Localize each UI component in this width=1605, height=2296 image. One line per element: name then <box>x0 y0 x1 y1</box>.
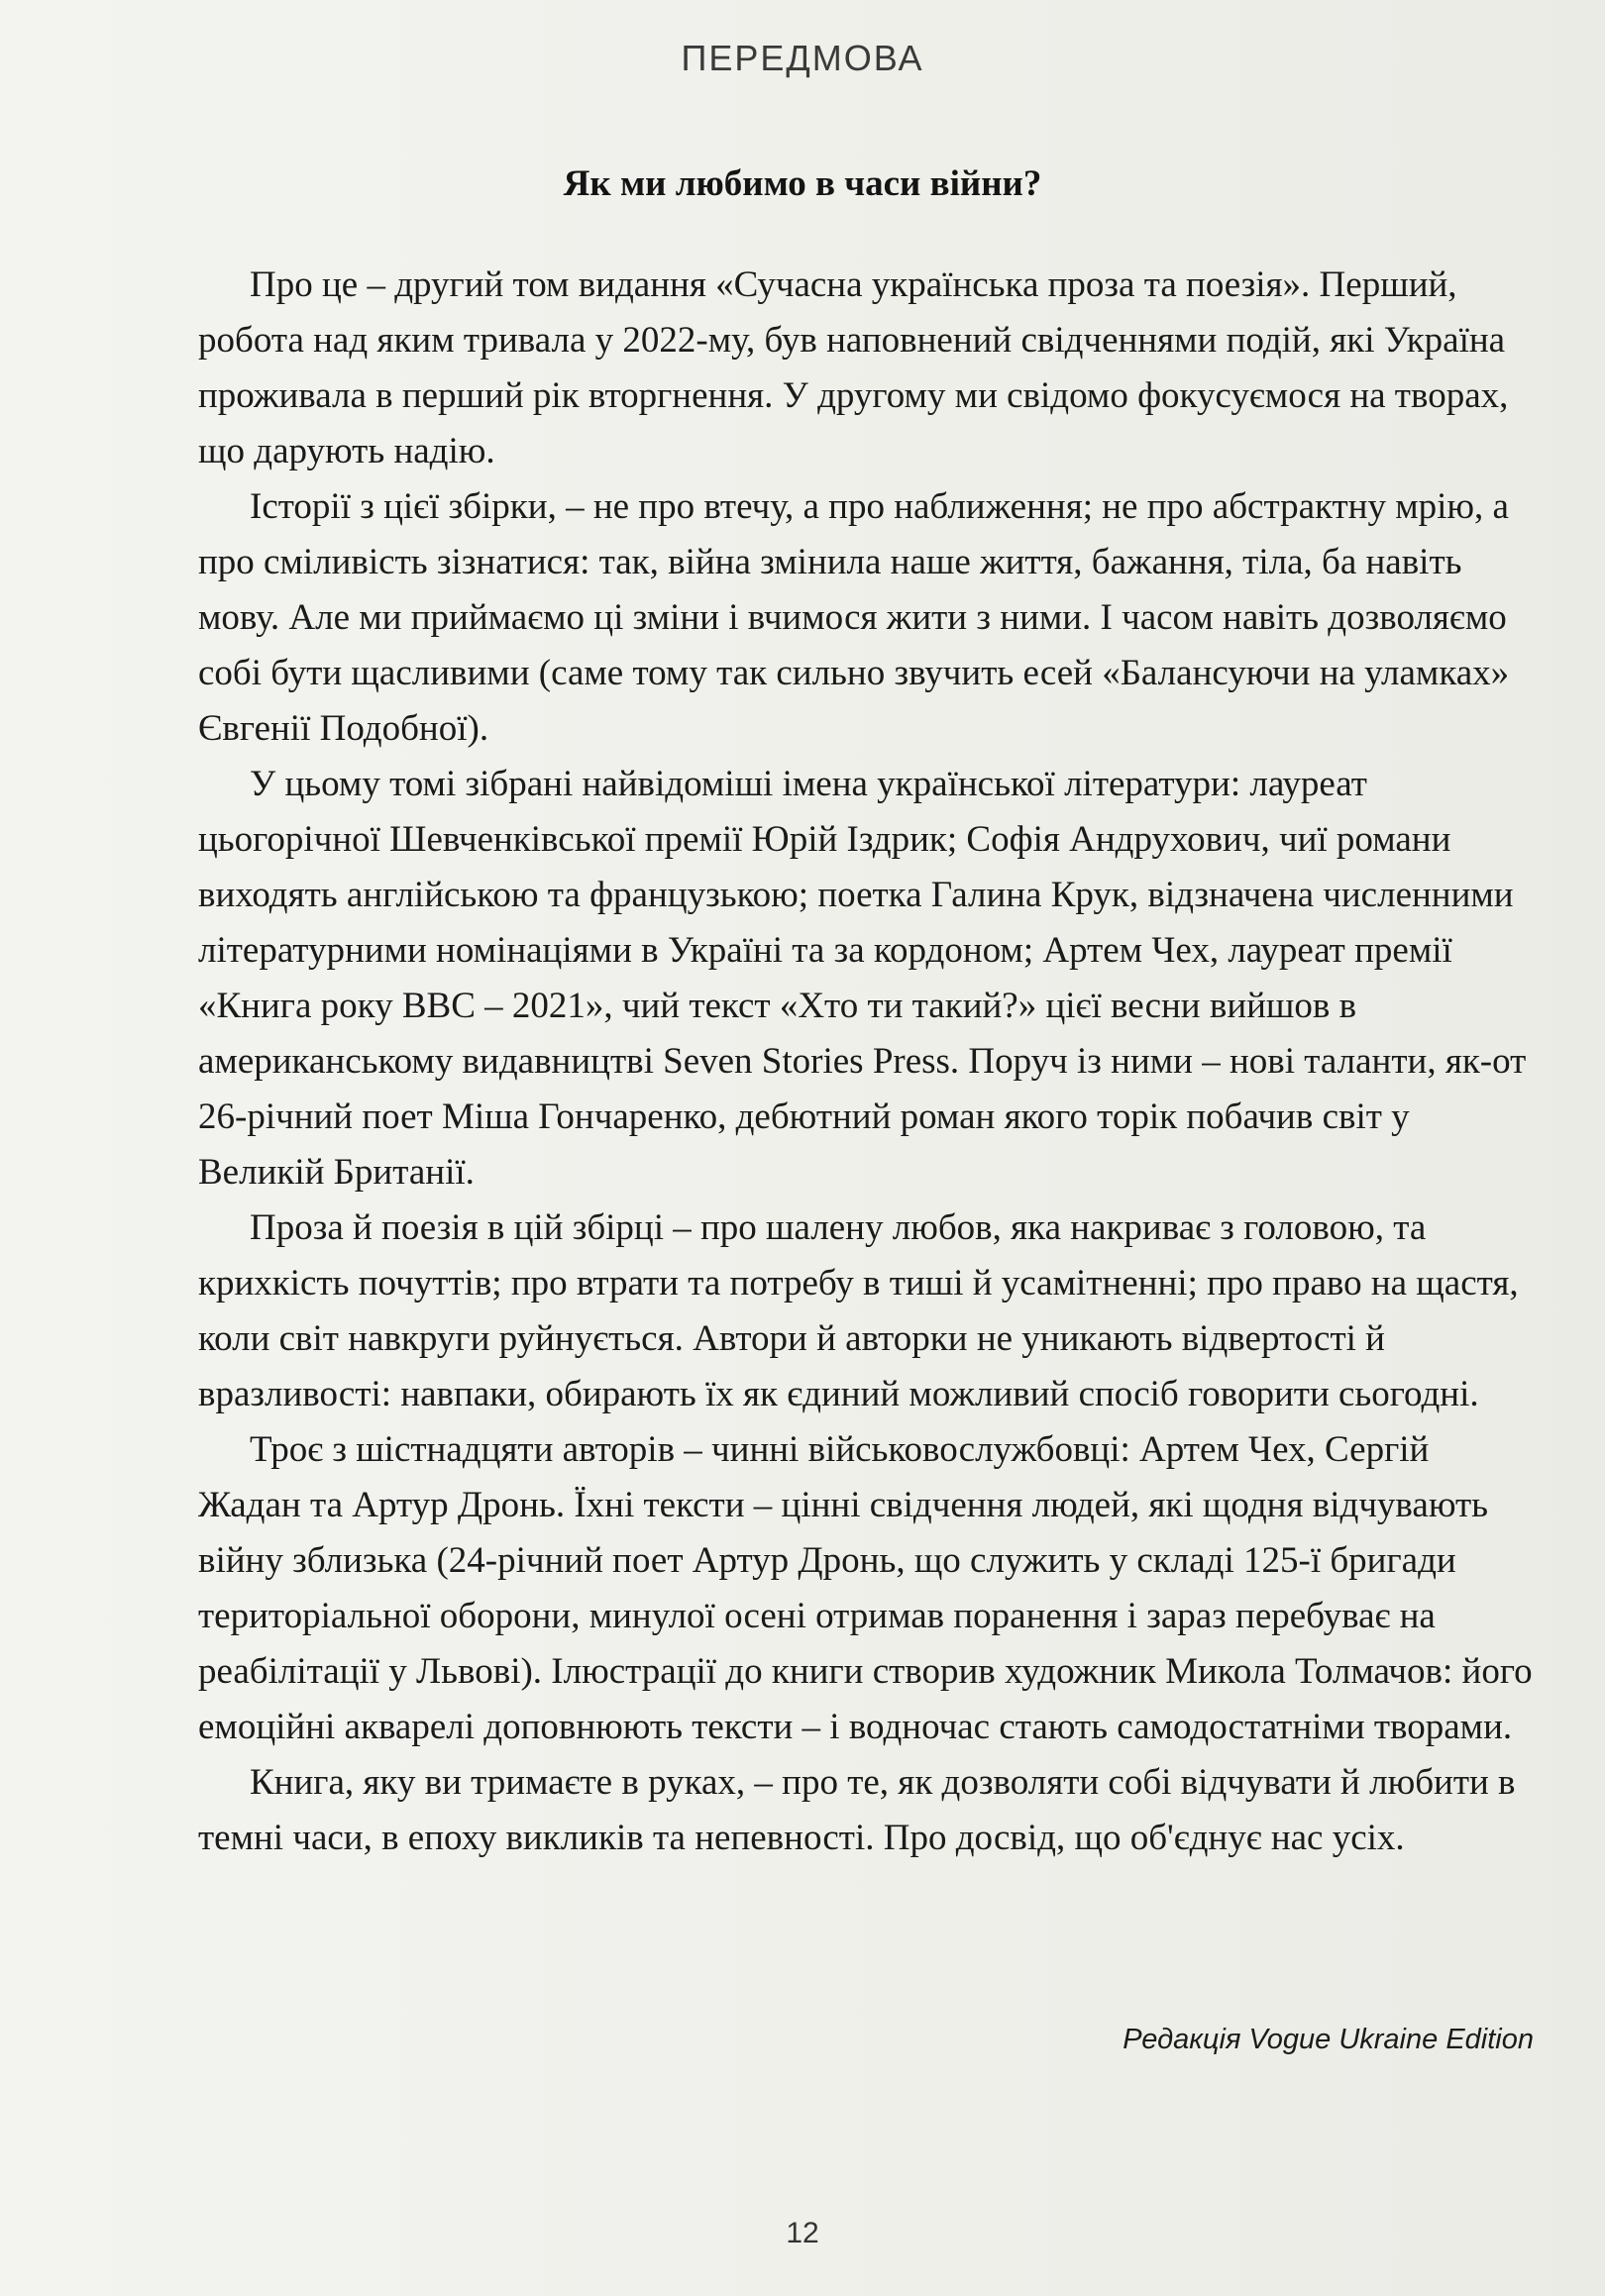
paragraph: У цьому томі зібрані найвідоміші імена української літератури: лауреат цьогорічної Шевченківської премії Юрій Іздрик; Софія Андрухович, чиї романи виходять англійською та французькою; поетка Галина Крук, відзначена численними літературними номінаціями в Україні та за кордоном; Артем Чех, лауреат премії «Книга року BBC – 2021», чий текст «Хто ти такий?» цієї весни вийшов в американському видавництві Seven Stories Press. Поруч із ними – нові таланти, як-от 26-річний поет Міша Гончаренко, дебютний роман якого торік побачив світ у Великій Британії. <box>198 764 1527 1193</box>
paragraph: Про це – другий том видання «Сучасна українська проза та поезія». Перший, робота над яким тривала у 2022-му, був наповнений свідченнями подій, які Україна проживала в перший рік вторгнення. У другому ми свідомо фокусуємося на творах, що дарують надію. <box>198 264 1509 471</box>
article-title: Як ми любимо в часи війни? <box>563 163 1042 204</box>
paragraph: Історії з цієї збірки, – не про втечу, а про наближення; не про абстрактну мрію, а про сміливість зізнатися: так, війна змінила наше життя, бажання, тіла, ба навіть мову. Але ми приймаємо ці зміни і вчимося жити з ними. І часом навіть дозволяємо собі бути щасливими (саме тому так сильно звучить есей «Балансуючи на уламках» Євгенії Подобної). <box>198 486 1510 749</box>
section-label: ПЕРЕДМОВА <box>681 38 924 78</box>
paragraph: Книга, яку ви тримаєте в руках, – про те, як дозволяти собі відчувати й любити в темні часи, в епоху викликів та непевності. Про досвід, що об'єднує нас усіх. <box>198 1762 1516 1858</box>
page-number: 12 <box>786 2217 819 2249</box>
paragraph: Проза й поезія в цій збірці – про шалену любов, яка накриває з головою, та крихкість почуттів; про втрати та потребу в тиші й усамітненні; про право на щастя, коли світ навкруги руйнується. Автори й авторки не уникають відвертості й вразливості: навпаки, обирають їх як єдиний можливий спосіб говорити сьогодні. <box>198 1207 1519 1414</box>
article-body <box>198 258 1536 1866</box>
paragraph: Троє з шістнадцяти авторів – чинні військовослужбовці: Артем Чех, Сергій Жадан та Артур Дронь. Їхні тексти – цінні свідчення людей, які щодня відчувають війну зблизька (24-річний поет Артур Дронь, що служить у складі 125-ї бригади територіальної оборони, минулої осені отримав поранення і зараз перебуває на реабілітації у Львові). Ілюстрації до книги створив художник Микола Толмачов: його емоційні акварелі доповнюють тексти – і водночас стають самодостатніми творами. <box>198 1429 1533 1747</box>
editorial-signature: Редакція Vogue Ukraine Edition <box>1123 2024 1534 2055</box>
